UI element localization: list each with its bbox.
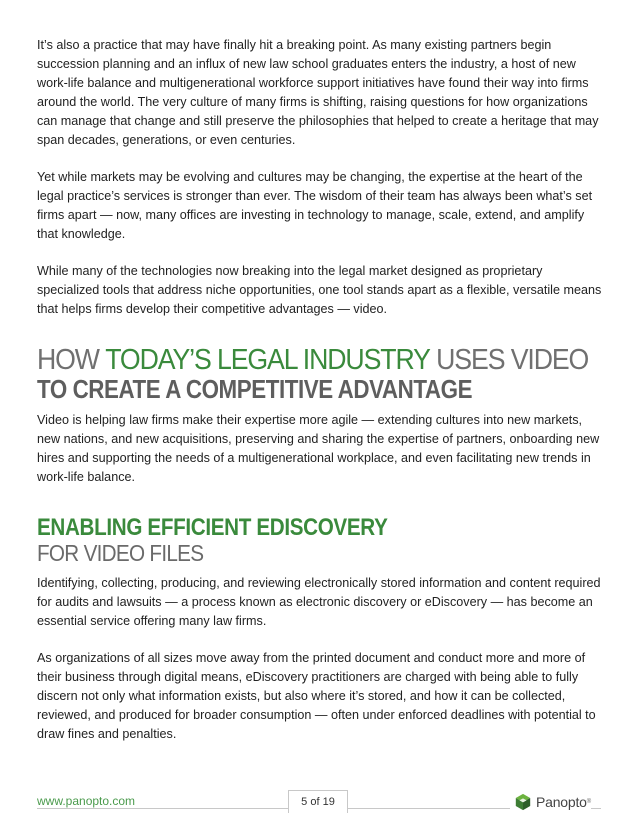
section2-paragraph-2: As organizations of all sizes move away from the printed document and conduct more and more of their business through digital means, eDiscovery practitioners are charged with being able to fully discern not only what information exists, but also where it’s stored, and how it can be collected, reviewed, and produced for broader consumption — often under enforced deadlines with potential to draw fines and penalties. bbox=[37, 651, 596, 741]
page-number: 5 of 19 bbox=[288, 790, 348, 813]
page-footer bbox=[0, 790, 638, 826]
intro-paragraph-3: While many of the technologies now breaking into the legal market designed as proprietary specialized tools that address niche opportunities, one tool stands apart as a flexible, versatile means that helps firms develop their competitive advantages — video. bbox=[37, 264, 602, 316]
ediscovery-heading-line-1: ENABLING EFFICIENT EDISCOVERY bbox=[37, 514, 388, 541]
intro-paragraph-1: It’s also a practice that may have finally hit a breaking point. As many existing partners begin succession planning and an influx of new law school graduates enters the industry, a host of new work-life balance and multigenerational workforce support initiatives have found their way into firms around the world. The very culture of many firms is shifting, raising questions for how organizations can manage that change and still preserve the philosophies that helped to create a heritage that may span decades, generations, or even centuries. bbox=[37, 38, 599, 147]
panopto-logo bbox=[510, 792, 591, 812]
intro-paragraph-2: Yet while markets may be evolving and cultures may be changing, the expertise at the heart of the legal practice’s services is stronger than ever. The wisdom of their team has always been what’s set firms apart — now, many offices are investing in technology to manage, scale, extend, and amplify that knowledge. bbox=[37, 170, 593, 241]
trademark-mark: ® bbox=[586, 799, 592, 805]
section-heading-video-advantage bbox=[37, 345, 602, 403]
heading-suffix: USES VIDEO bbox=[429, 344, 589, 376]
footer-url-link[interactable]: www.panopto.com bbox=[37, 794, 141, 808]
ediscovery-heading-line-2: FOR VIDEO FILES bbox=[37, 540, 204, 566]
section-heading-ediscovery bbox=[37, 515, 602, 566]
brand-name: Panopto bbox=[536, 794, 587, 810]
section-heading-line-1 bbox=[37, 344, 589, 376]
section-heading-line-2: TO CREATE A COMPETITIVE ADVANTAGE bbox=[37, 374, 473, 404]
panopto-cube-icon bbox=[514, 793, 532, 811]
section1-paragraph: Video is helping law firms make their expertise more agile — extending cultures into new markets, new nations, and new acquisitions, preserving and sharing the expertise of partners, onboarding new hires and supporting the needs of a multigenerational workplace, and even facilitating new trends in work-life balance. bbox=[37, 413, 600, 484]
heading-highlight: TODAY’S LEGAL INDUSTRY bbox=[105, 344, 430, 376]
heading-prefix: HOW bbox=[37, 344, 106, 376]
page-content bbox=[37, 36, 602, 762]
section2-paragraph-1: Identifying, collecting, producing, and reviewing electronically stored information and content required for audits and lawsuits — a process known as electronic discovery or eDiscovery — has become an essential service offering many law firms. bbox=[37, 576, 601, 628]
